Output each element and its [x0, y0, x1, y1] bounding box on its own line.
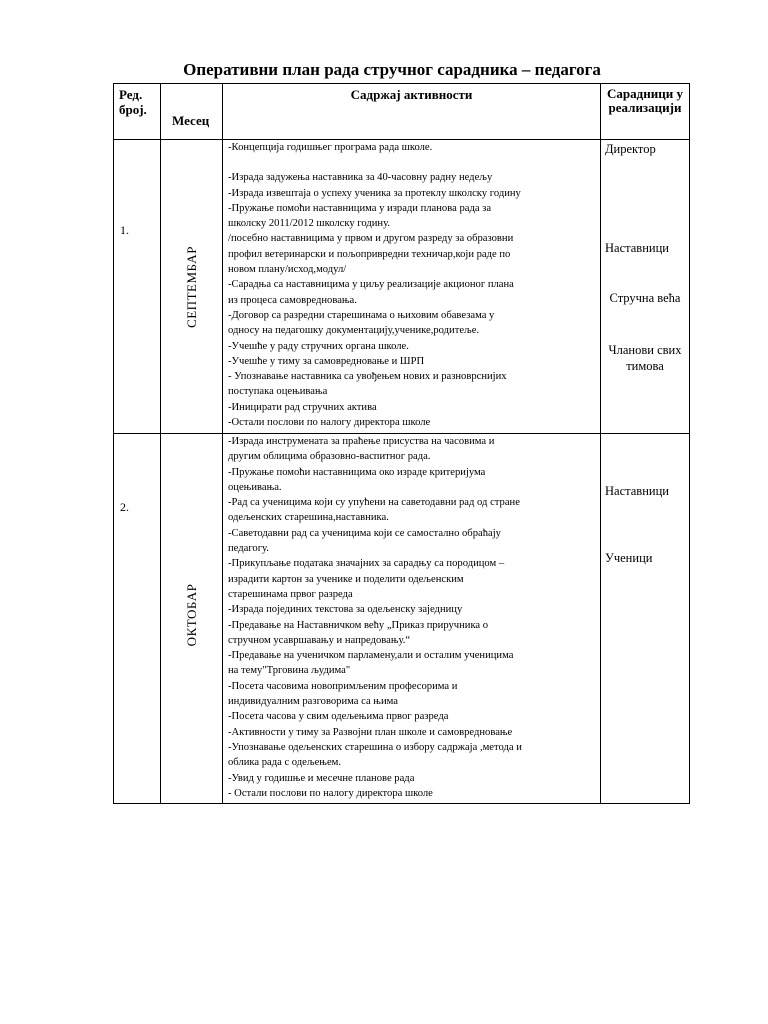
content-line: -Израда извештаја о успеху ученика за протеклу школску годину — [228, 187, 521, 199]
content-line: -Израда задужења наставника за 40-часовну радну недељу — [228, 172, 493, 184]
content-line: оцењивања. — [228, 481, 282, 493]
content-line: -Сарадња са наставницима у циљу реализације акционог плана — [228, 279, 514, 291]
table-row — [114, 434, 690, 804]
content-line — [228, 155, 600, 170]
content-line: другим облицима образовно-васпитног рада. — [228, 451, 431, 463]
collaborator: Стручна већа — [609, 291, 681, 305]
content-line: педагогу. — [228, 543, 269, 555]
content-line: -Израда инструмената за праћење присуства на часовима и — [228, 436, 495, 447]
row-collaborators — [601, 140, 690, 434]
collaborator: Директор — [605, 142, 656, 156]
content-line: - Упознавање наставника са увођењем нових и разноврснијих — [228, 371, 507, 383]
row-number: 1. — [114, 140, 161, 434]
header-month-label: Месец — [172, 113, 210, 128]
content-line: -Учешће у тиму за самовредновање и ШРП — [228, 355, 425, 367]
content-line: -Израда појединих текстова за одељенску заједницу — [228, 604, 463, 616]
header-collaborators: Сарадници у реализацији — [601, 84, 690, 140]
content-line: -Увид у годишње и месечне планове рада — [228, 772, 415, 784]
content-line: -Посета часова у свим одељењима првог разреда — [228, 711, 449, 723]
document-title: Оперативни план рада стручног сарадника – педагога — [183, 60, 601, 79]
collaborator: Чланови свих тимова — [608, 343, 682, 373]
content-line: -Пружање помоћи наставницима у изради планова рада за — [228, 202, 492, 214]
content-line: стручном усавршавању и напредовању.“ — [228, 634, 411, 646]
content-line: облика рада с одељењем. — [228, 757, 342, 769]
content-line: -Активности у тиму за Развојни план школе и самовредновање — [228, 726, 513, 738]
row-month — [161, 434, 223, 804]
content-line: поступака оцењивања — [228, 386, 328, 398]
content-line: -Саветодавни рад са ученицима који се самостално обраћају — [228, 527, 501, 539]
row-month — [161, 140, 223, 434]
content-line: на тему"Трговина људима" — [228, 665, 351, 677]
content-line: израдити картон за ученике и поделити одељенским — [228, 573, 464, 585]
content-line: из процеса самовредновања. — [228, 294, 357, 306]
content-line: индивидуалним разговорима са њима — [228, 696, 398, 708]
content-line: -Рад са ученицима који су упућени на саветодавни рад од стране — [228, 497, 520, 509]
content-line: -Предавање на ученичком парламену,али и осталим ученицима — [228, 650, 514, 662]
month-label: СЕПТЕМБАР — [183, 245, 199, 328]
content-line: односу на педагошку документацију,ученике,родитеље. — [228, 325, 480, 337]
content-line: новом плану/исход,модул/ — [228, 264, 347, 276]
content-line: -Предавање на Наставничком већу „Приказ приручника о — [228, 619, 489, 631]
row-content — [223, 434, 601, 804]
row-number: 2. — [114, 434, 161, 804]
content-line: /посебно наставницима у првом и другом разреду за образовни — [228, 233, 514, 245]
content-line: -Пружање помоћи наставницима око израде критеријума — [228, 466, 486, 478]
row-content — [223, 140, 601, 434]
content-line: одељенских старешина,наставника. — [228, 512, 389, 524]
table-header-row — [114, 84, 690, 140]
content-line: -Упознавање одељенских старешина о избору садржаја ,метода и — [228, 741, 522, 753]
collaborator: Наставници — [605, 484, 669, 498]
plan-table — [113, 83, 690, 804]
content-line: -Договор са разредни старешинама о њиховим обавезама у — [228, 309, 495, 321]
content-line: старешинама првог разреда — [228, 588, 353, 600]
content-line: -Прикупљање података значајних за сарадњу са породицом – — [228, 558, 505, 570]
content-line: -Остали послови по налогу директора школе — [228, 417, 431, 429]
content-line: профил ветеринарски и пољопривредни техничар,који раде по — [228, 248, 511, 260]
collaborator: Наставници — [605, 241, 669, 255]
header-content: Садржај активности — [223, 84, 601, 140]
content-line: - Остали послови по налогу директора школе — [228, 787, 433, 799]
collaborator: Ученици — [605, 551, 653, 565]
content-line: школску 2011/2012 школску годину. — [228, 218, 390, 230]
month-label: ОКТОБАР — [183, 583, 199, 647]
header-month — [161, 84, 223, 140]
table-row — [114, 140, 690, 434]
header-num: Ред. број. — [114, 84, 161, 140]
row-collaborators — [601, 434, 690, 804]
content-line: -Посета часовима новопримљеним професорима и — [228, 680, 458, 692]
content-line: -Учешће у раду стручних органа школе. — [228, 340, 409, 352]
content-line: -Иницирати рад стручних актива — [228, 401, 377, 413]
content-line: -Концепција годишњег програма рада школе. — [228, 142, 433, 153]
